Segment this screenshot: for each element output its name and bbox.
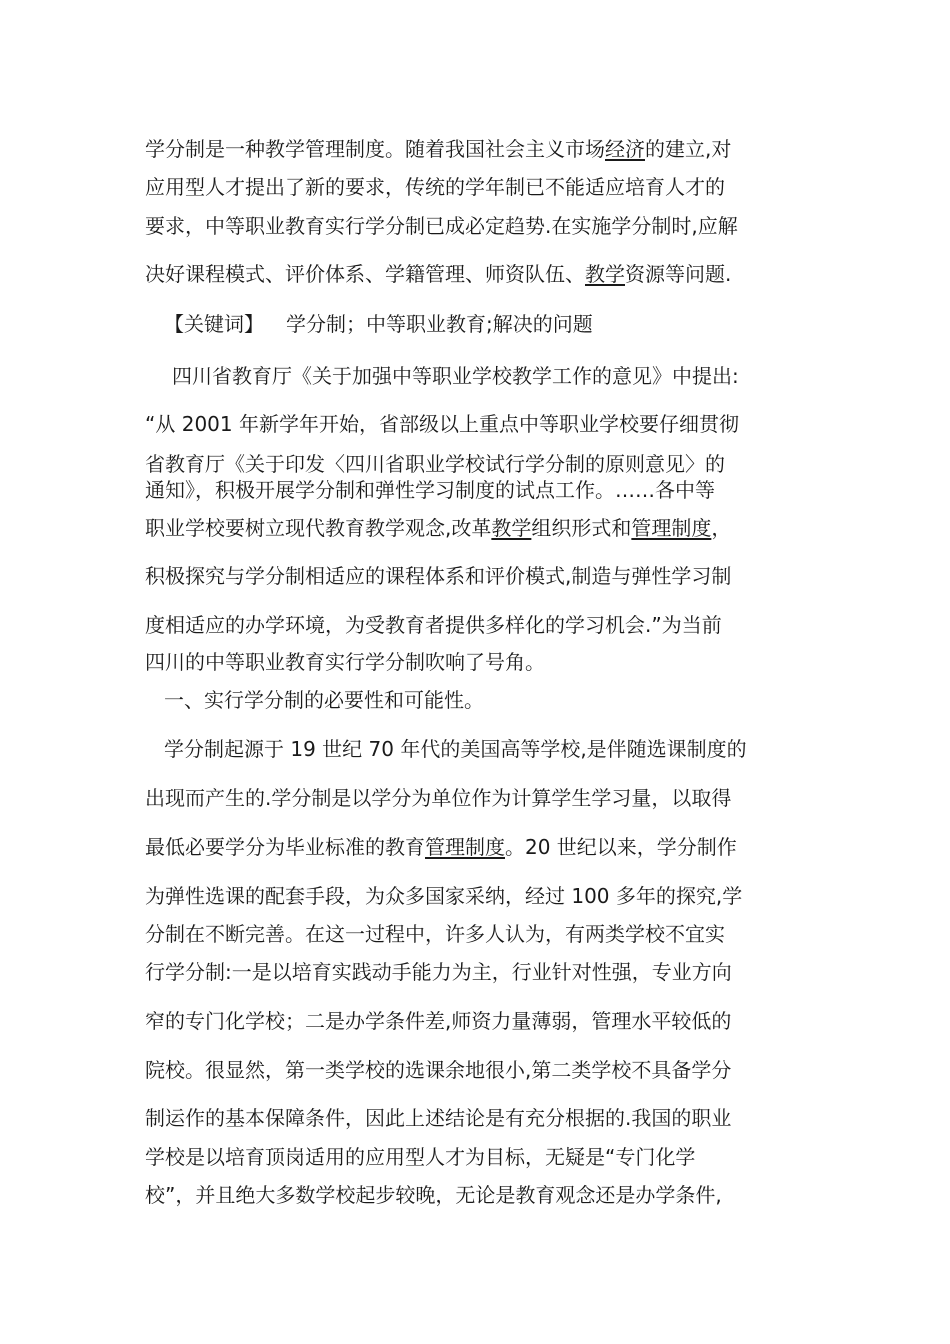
section1-line-9: 制运作的基本保障条件，因此上述结论是有充分根据的.我国的职业 — [145, 1106, 732, 1130]
section1-line-4: 为弹性选课的配套手段，为众多国家采纳，经过 100 多年的探究,学 — [145, 884, 743, 908]
abstract-line-2: 应用型人才提出了新的要求，传统的学年制已不能适应培育人才的 — [145, 175, 725, 199]
quote-line-7: 度相适应的办学环境，为受教育者提供多样化的学习机会.”为当前 — [145, 613, 722, 637]
quote-line-8: 四川的中等职业教育实行学分制吹响了号角。 — [145, 650, 545, 674]
section1-line-6: 行学分制:一是以培育实践动手能力为主，行业针对性强，专业方向 — [145, 960, 732, 984]
quote-text: ， — [711, 516, 732, 540]
link-management-system[interactable]: 管理制度 — [631, 516, 712, 540]
quote-line-3: 省教育厅《关于印发〈四川省职业学校试行学分制的原则意见〉的 — [145, 452, 725, 476]
abstract-text: 的建立,对 — [645, 137, 732, 161]
section1-line-5: 分制在不断完善。在这一过程中，许多人认为，有两类学校不宜实 — [145, 922, 725, 946]
quote-line-2: “从 2001 年新学年开始，省部级以上重点中等职业学校要仔细贯彻 — [145, 412, 739, 436]
abstract-line-3: 要求，中等职业教育实行学分制已成必定趋势.在实施学分制时,应解 — [145, 214, 738, 238]
link-teaching[interactable]: 教学 — [585, 262, 625, 286]
link-economy[interactable]: 经济 — [605, 137, 645, 161]
abstract-text: 资源等问题. — [625, 262, 732, 286]
section1-line-2: 出现而产生的.学分制是以学分为单位作为计算学生学习量，以取得 — [145, 786, 732, 810]
quote-line-6: 积极探究与学分制相适应的课程体系和评价模式,制造与弹性学习制 — [145, 564, 732, 588]
keywords-label: 【关键词】 — [164, 312, 264, 336]
keywords-line — [164, 311, 834, 337]
abstract-text: 决好课程模式、评价体系、学籍管理、师资队伍、 — [145, 262, 585, 286]
abstract-line-4 — [145, 261, 815, 287]
keywords-value: 学分制；中等职业教育;解决的问题 — [286, 312, 593, 336]
quote-line-4: 通知》，积极开展学分制和弹性学习制度的试点工作。……各中等 — [145, 478, 715, 502]
section1-text: 最低必要学分为毕业标准的教育 — [145, 835, 425, 859]
section1-line-1: 学分制起源于 19 世纪 70 年代的美国高等学校,是伴随选课制度的 — [164, 737, 747, 761]
quote-text: 组织形式和 — [531, 516, 632, 540]
link-teaching[interactable]: 教学 — [491, 516, 532, 540]
section1-line-3 — [145, 834, 815, 860]
quote-line-1: 四川省教育厅《关于加强中等职业学校教学工作的意见》中提出: — [172, 364, 739, 388]
section1-line-8: 院校。很显然，第一类学校的选课余地很小,第二类学校不具备学分 — [145, 1058, 732, 1082]
section1-text: 。20 世纪以来，学分制作 — [505, 835, 737, 859]
abstract-line-1 — [145, 136, 815, 162]
abstract-text: 学分制是一种教学管理制度。随着我国社会主义市场 — [145, 137, 605, 161]
section1-line-7: 窄的专门化学校；二是办学条件差,师资力量薄弱，管理水平较低的 — [145, 1009, 732, 1033]
section1-line-11: 校”，并且绝大多数学校起步较晚，无论是教育观念还是办学条件, — [145, 1183, 722, 1207]
quote-text: 职业学校要树立现代教育教学观念,改革 — [145, 516, 492, 540]
section1-line-10: 学校是以培育顶岗适用的应用型人才为目标，无疑是“专门化学 — [145, 1145, 696, 1169]
section-heading: 一、实行学分制的必要性和可能性。 — [164, 688, 484, 712]
quote-line-5 — [145, 515, 815, 541]
link-management-system[interactable]: 管理制度 — [425, 835, 505, 859]
